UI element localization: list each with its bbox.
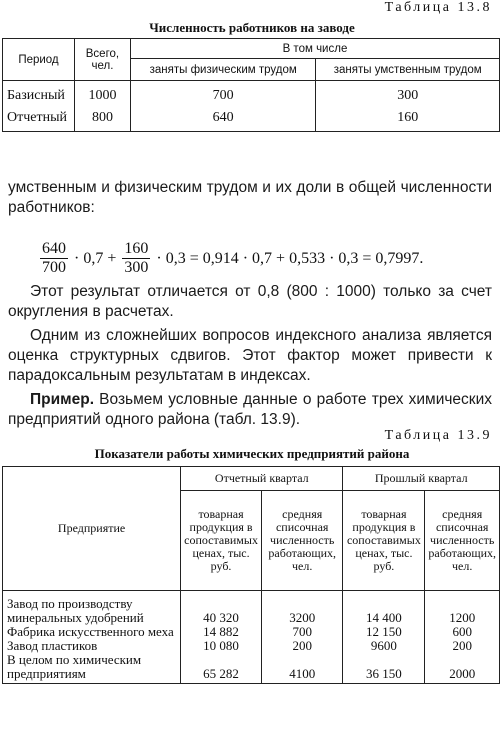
table-row — [3, 653, 500, 684]
table-row — [3, 81, 500, 108]
table-row — [3, 591, 500, 626]
table-row — [3, 639, 500, 653]
formula-part: · 0,3 = 0,914 · 0,7 + 0,533 · 0,3 = 0,7997. — [156, 249, 424, 267]
denominator: 300 — [124, 259, 149, 276]
header-staff: средняя списочная численность работающих, чел. — [261, 491, 343, 591]
header-total: Всего, чел. — [74, 39, 130, 81]
cell-value: 2000 — [425, 653, 500, 684]
table-caption: Таблица 13.9 — [384, 428, 492, 443]
header-reporting-quarter: Отчетный квартал — [181, 467, 343, 491]
cell-value: 200 — [261, 639, 343, 653]
cell-enterprise: Завод по производству минеральных удобрений — [3, 591, 181, 626]
cell-value: 12 150 — [343, 625, 425, 639]
cell-value: 200 — [425, 639, 500, 653]
header-staff: средняя списочная численность работающих, чел. — [425, 491, 500, 591]
fraction — [40, 240, 68, 277]
cell-physical: 700 — [130, 81, 316, 108]
header-physical: заняты физическим трудом — [130, 59, 316, 81]
paragraph: умственным и физическим трудом и их доли в общей численности работников: — [8, 179, 492, 216]
example-text: Возьмем условные данные о работе трех химических предприятий одного района (табл. 13.9). — [8, 391, 492, 428]
header-output: товарная продукция в сопоставимых ценах, тыс. руб. — [343, 491, 425, 591]
paragraph: Этот результат отличается от 0,8 (800 : 1000) только за счет округления в расчетах. — [8, 283, 492, 320]
table-row — [3, 625, 500, 639]
enterprises-table — [2, 466, 500, 684]
cell-value: 36 150 — [343, 653, 425, 684]
cell-value: 700 — [261, 625, 343, 639]
cell-value: 14 882 — [181, 625, 262, 639]
table-title: Показатели работы химических предприятий района — [94, 446, 410, 461]
cell-value: 4100 — [261, 653, 343, 684]
cell-value: 14 400 — [343, 591, 425, 626]
cell-physical: 640 — [130, 107, 316, 132]
example-label: Пример. — [30, 391, 94, 408]
numerator: 160 — [124, 240, 149, 257]
header-previous-quarter: Прошлый квартал — [343, 467, 500, 491]
paragraph — [8, 390, 492, 430]
cell-total: 1000 — [74, 81, 130, 108]
cell-enterprise: Завод пластиков — [3, 639, 181, 653]
fraction — [122, 240, 150, 277]
numerator: 640 — [42, 240, 66, 257]
formula — [40, 240, 423, 277]
cell-total: 800 — [74, 107, 130, 132]
cell-enterprise: Фабрика искусственного меха — [3, 625, 181, 639]
table-row — [3, 107, 500, 132]
cell-value: 9600 — [343, 639, 425, 653]
header-enterprise: Предприятие — [3, 467, 181, 591]
cell-value: 40 320 — [181, 591, 262, 626]
cell-period: Отчетный — [3, 107, 75, 132]
cell-period: Базисный — [3, 81, 75, 108]
cell-value: 10 080 — [181, 639, 262, 653]
cell-mental: 300 — [316, 81, 500, 108]
header-period: Период — [3, 39, 75, 81]
formula-part: · 0,7 + — [74, 249, 117, 267]
denominator: 700 — [42, 259, 66, 276]
table-title: Численность работников на заводе — [149, 20, 355, 35]
header-mental: заняты умственным трудом — [316, 59, 500, 81]
cell-enterprise: В целом по химическим предприятиям — [3, 653, 181, 684]
header-output: товарная продукция в сопоставимых ценах, тыс. руб. — [181, 491, 262, 591]
paragraph: Одним из сложнейших вопросов индексного анализа является оценка структурных сдвигов. Этот фактор может привести к парадоксальным результатам в индексах. — [8, 327, 492, 384]
cell-value: 3200 — [261, 591, 343, 626]
cell-value: 65 282 — [181, 653, 262, 684]
header-including: В том числе — [130, 39, 499, 59]
workers-table — [2, 38, 500, 132]
cell-value: 1200 — [425, 591, 500, 626]
table-caption: Таблица 13.8 — [384, 0, 492, 15]
cell-mental: 160 — [316, 107, 500, 132]
cell-value: 600 — [425, 625, 500, 639]
